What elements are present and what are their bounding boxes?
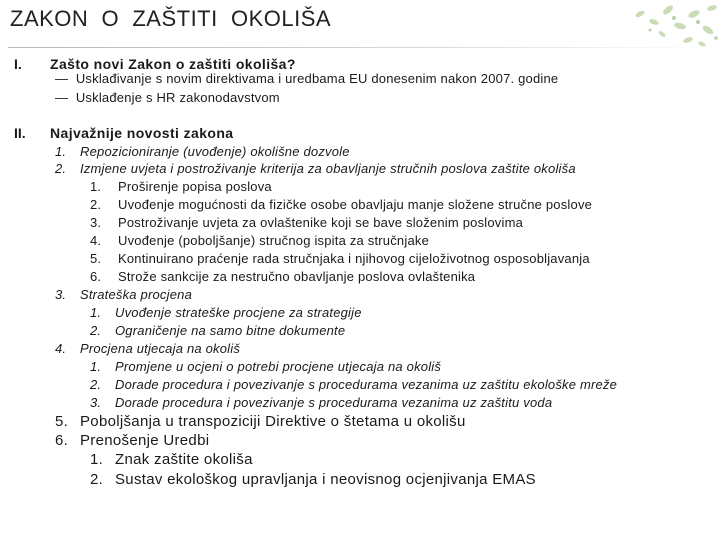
item-number: 6. bbox=[55, 432, 69, 449]
sub-list-item bbox=[90, 197, 592, 212]
item-number: 3. bbox=[55, 287, 67, 302]
sub-item-number: 1. bbox=[90, 359, 102, 374]
section-1-heading: Zašto novi Zakon o zaštiti okoliša? bbox=[50, 56, 296, 72]
list-item bbox=[55, 161, 576, 176]
sub-item-number: 1. bbox=[90, 451, 104, 468]
sub-item-number: 2. bbox=[90, 471, 104, 488]
section-2-number: II. bbox=[14, 125, 26, 141]
sub-list-item bbox=[90, 471, 536, 488]
list-item bbox=[55, 341, 240, 356]
sub-item-number: 5. bbox=[90, 251, 102, 266]
sub-list-item bbox=[90, 233, 429, 248]
sub-item-text: Ograničenje na samo bitne dokumente bbox=[115, 323, 346, 338]
sub-list-item bbox=[90, 215, 523, 230]
sub-item-text: Znak zaštite okoliša bbox=[115, 451, 253, 468]
list-item bbox=[55, 144, 350, 159]
list-item bbox=[55, 71, 558, 86]
sub-list-item bbox=[90, 251, 590, 266]
sub-item-number: 2. bbox=[90, 323, 102, 338]
sub-item-number: 3. bbox=[90, 395, 102, 410]
sub-list-item bbox=[90, 179, 272, 194]
sub-item-number: 1. bbox=[90, 179, 102, 194]
item-text: Prenošenje Uredbi bbox=[80, 432, 210, 449]
sub-item-number: 3. bbox=[90, 215, 102, 230]
bullet-text: Usklađenje s HR zakonodavstvom bbox=[75, 90, 280, 105]
sub-list-item bbox=[90, 269, 475, 284]
bullet-dash: — bbox=[55, 90, 69, 105]
item-text: Procjena utjecaja na okoliš bbox=[80, 341, 241, 356]
section-1-number: I. bbox=[14, 56, 22, 72]
item-text: Poboljšanja u transpoziciji Direktive o štetama u okolišu bbox=[80, 413, 466, 430]
sub-list-item bbox=[90, 305, 362, 320]
sub-item-text: Dorade procedura i povezivanje s procedurama vezanima uz zaštitu voda bbox=[115, 395, 553, 410]
sub-item-number: 2. bbox=[90, 377, 102, 392]
list-item bbox=[55, 287, 192, 302]
item-text: Repozicioniranje (uvođenje) okolišne dozvole bbox=[80, 144, 350, 159]
list-item bbox=[55, 432, 209, 449]
sub-list-item bbox=[90, 451, 253, 468]
sub-item-text: Proširenje popisa poslova bbox=[118, 179, 272, 194]
sub-item-number: 2. bbox=[90, 197, 102, 212]
sub-list-item bbox=[90, 359, 441, 374]
item-number: 1. bbox=[55, 144, 67, 159]
item-number: 2. bbox=[55, 161, 67, 176]
sub-item-number: 6. bbox=[90, 269, 102, 284]
list-item bbox=[55, 413, 466, 430]
sub-item-text: Promjene u ocjeni o potrebi procjene utjecaja na okoliš bbox=[115, 359, 442, 374]
sub-list-item bbox=[90, 377, 617, 392]
sub-item-text: Uvođenje mogućnosti da fizičke osobe obavljaju manje složene stručne poslove bbox=[118, 197, 593, 212]
sub-item-text: Uvođenje strateške procjene za strategije bbox=[115, 305, 362, 320]
sub-item-number: 1. bbox=[90, 305, 102, 320]
sub-list-item bbox=[90, 395, 552, 410]
sub-item-number: 4. bbox=[90, 233, 102, 248]
bullet-text: Usklađivanje s novim direktivama i uredbama EU donesenim nakon 2007. godine bbox=[75, 71, 559, 86]
item-text: Izmjene uvjeta i postroživanje kriterija za obavljanje stručnih poslova zaštite okoliša bbox=[80, 161, 576, 176]
section-2-heading: Najvažnije novosti zakona bbox=[50, 125, 234, 141]
sub-item-text: Strože sankcije za nestručno obavljanje poslova ovlaštenika bbox=[118, 269, 476, 284]
sub-item-text: Dorade procedura i povezivanje s procedurama vezanima uz zaštitu ekološke mreže bbox=[115, 377, 618, 392]
list-item bbox=[55, 90, 280, 105]
sub-item-text: Postroživanje uvjeta za ovlaštenike koji se bave složenim poslovima bbox=[118, 215, 524, 230]
bullet-dash: — bbox=[55, 71, 69, 86]
sub-item-text: Sustav ekološkog upravljanja i neovisnog ocjenjivanja EMAS bbox=[115, 471, 536, 488]
sub-item-text: Kontinuirano praćenje rada stručnjaka i njihovog cijeloživotnog osposobljavanja bbox=[118, 251, 590, 266]
page-title: ZAKON O ZAŠTITI OKOLIŠA bbox=[10, 6, 332, 31]
item-number: 4. bbox=[55, 341, 67, 356]
sub-item-text: Uvođenje (poboljšanje) stručnog ispita za stručnjake bbox=[118, 233, 430, 248]
sub-list-item bbox=[90, 323, 345, 338]
header-divider bbox=[8, 47, 712, 48]
item-text: Strateška procjena bbox=[80, 287, 192, 302]
item-number: 5. bbox=[55, 413, 69, 430]
